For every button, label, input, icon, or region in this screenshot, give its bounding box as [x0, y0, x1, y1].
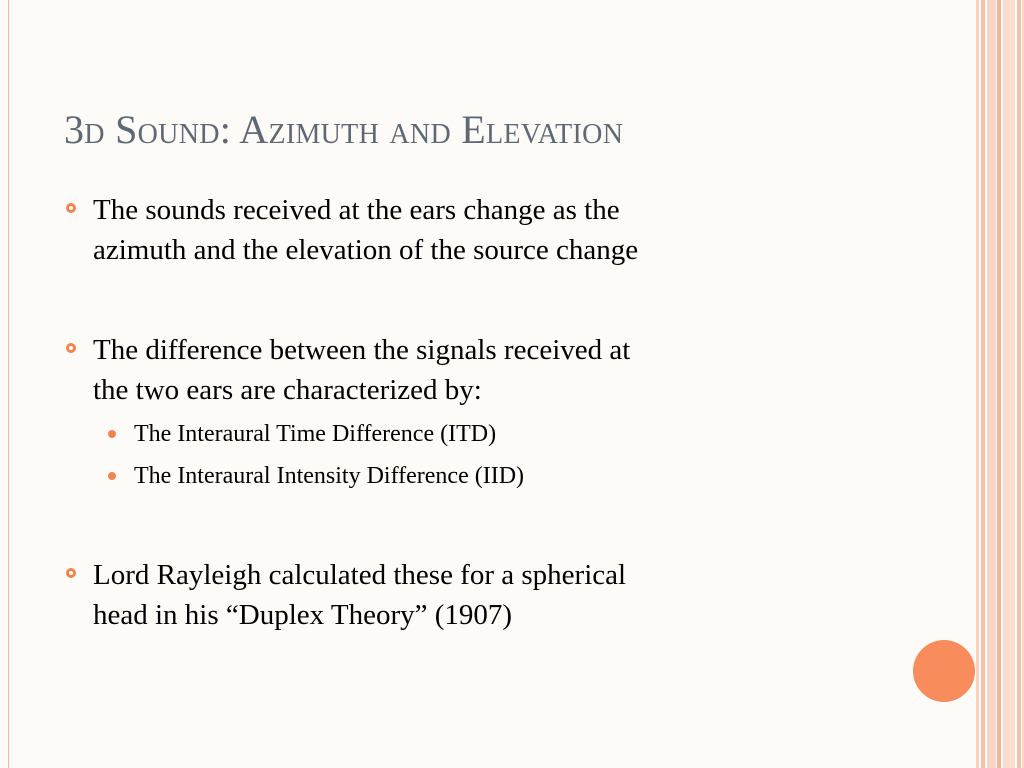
bullet-text-line: Lord Rayleigh calculated these for a spherical [93, 559, 627, 591]
bullet-list [64, 190, 864, 635]
right-stripe [987, 0, 996, 768]
bullet-text-line: the two ears are characterized by: [93, 374, 482, 406]
sub-bullet-item [64, 413, 864, 455]
ring-bullet-icon [66, 343, 76, 353]
bullet-item [64, 555, 864, 635]
bullet-text-line: azimuth and the elevation of the source change [93, 234, 639, 266]
bullet-item [64, 330, 864, 410]
dot-bullet-icon [108, 430, 116, 438]
ring-bullet-icon [66, 568, 76, 578]
sub-bullet-item [64, 455, 864, 497]
sub-bullet-text: The Interaural Time Difference (ITD) [134, 421, 497, 447]
slide-title: 3d Sound: Azimuth and Elevation [64, 107, 624, 152]
bullet-text-line: The sounds received at the ears change as the [93, 194, 620, 226]
bullet-text-line: The difference between the signals received at [93, 334, 631, 366]
right-stripe [1003, 0, 1015, 768]
bullet-item [64, 190, 864, 270]
right-stripe [997, 0, 1001, 768]
right-stripe [1017, 0, 1021, 768]
sub-bullet-text: The Interaural Intensity Difference (IID) [134, 463, 525, 489]
left-border [8, 0, 9, 768]
right-stripe [981, 0, 985, 768]
right-stripe [976, 0, 979, 768]
dot-bullet-icon [108, 472, 116, 480]
decorative-circle-icon [913, 640, 975, 702]
ring-bullet-icon [66, 203, 76, 213]
bullet-text-line: head in his “Duplex Theory” (1907) [93, 599, 513, 631]
